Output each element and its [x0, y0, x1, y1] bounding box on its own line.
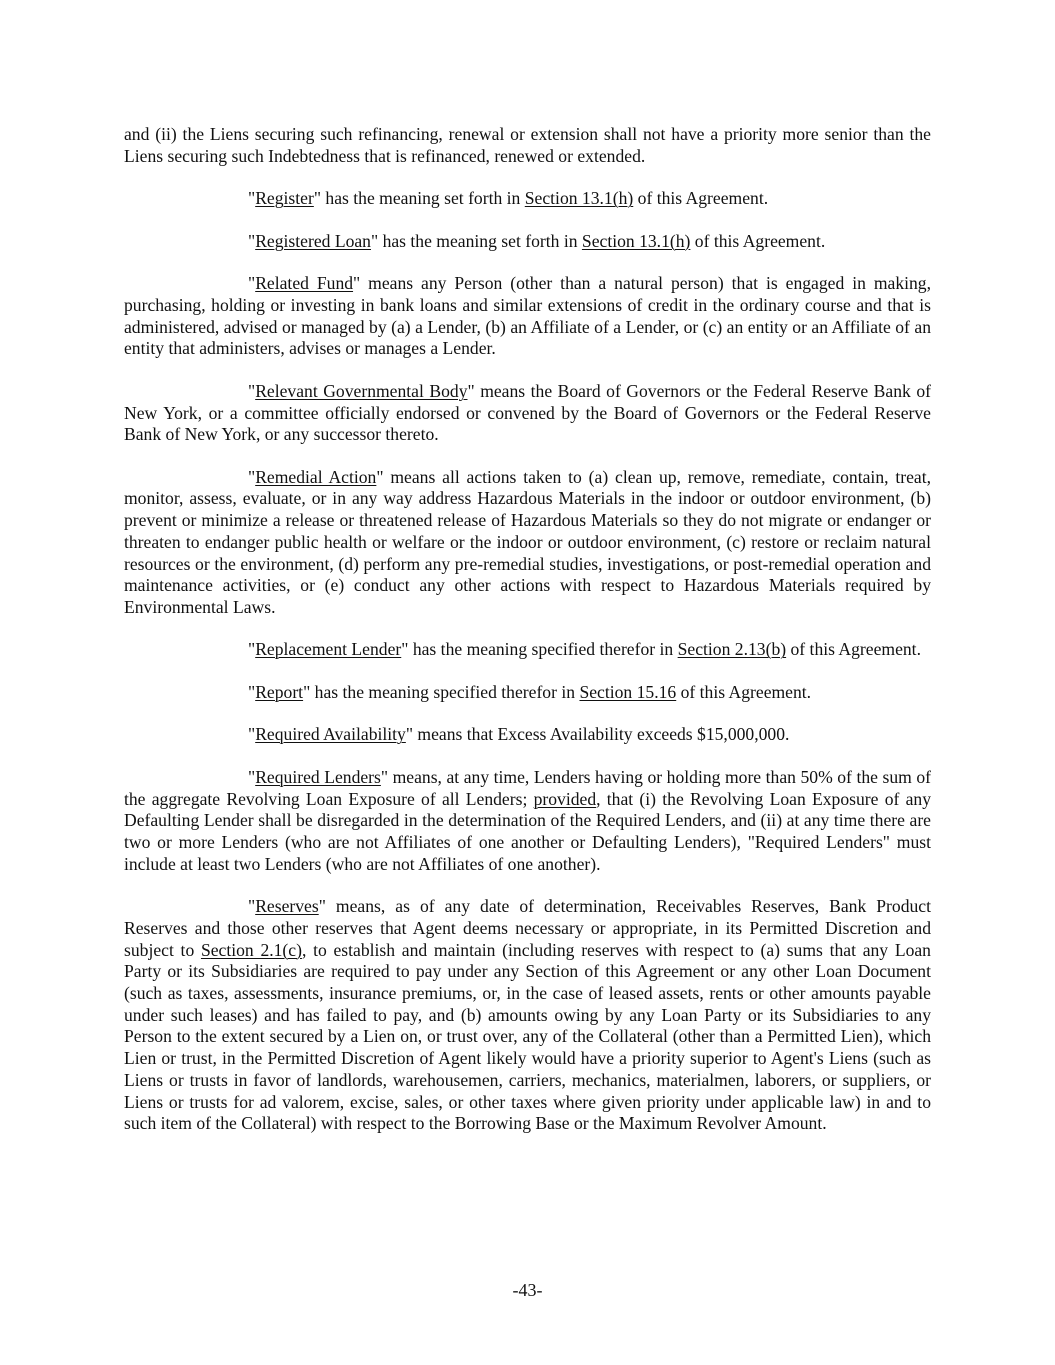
definition-remedial-action: "Remedial Action" means all actions taken to (a) clean up, remove, remediate, contain, treat, monitor, assess, evaluate, or in any way address Hazardous Materials in the indoor or outdoor environment, (b) prevent or minimize a release or threatened release of Hazardous Materials so they do not migrate or endanger or threaten to endanger public health or welfare or the indoor or outdoor environment, (c) restore or reclaim natural resources or the environment, (d) perform any pre-remedial studies, investigations, or post-remedial operation and maintenance activities, or (e) conduct any other actions with respect to Hazardous Materials required by Environmental Laws.: [124, 466, 931, 617]
definition-required-availability: "Required Availability" means that Excess Availability exceeds $15,000,000.: [248, 724, 790, 745]
defined-term: Relevant Governmental Body: [255, 380, 468, 401]
definition-register: "Register" has the meaning set forth in Section 13.1(h) of this Agreement.: [248, 188, 769, 209]
definition-replacement-lender: "Replacement Lender" has the meaning specified therefor in Section 2.13(b) of this Agreement.: [248, 639, 921, 660]
section-reference: Section 15.16: [579, 681, 677, 702]
defined-term: Replacement Lender: [255, 639, 402, 660]
provided-term: provided: [533, 788, 597, 809]
section-reference: Section 2.13(b): [677, 639, 787, 660]
defined-term: Registered Loan: [255, 230, 371, 251]
definition-required-lenders: "Required Lenders" means, at any time, Lenders having or holding more than 50% of the sum of the aggregate Revolving Loan Exposure of all Lenders; provided, that (i) the Revolving Loan Exposure of any Defaulting Lender shall be disregarded in the determination of the Required Lenders, and (ii) at any time there are two or more Lenders (who are not Affiliates of one another or Defaulting Lenders), "Required Lenders" must include at least two Lenders (who are not Affiliates of one another).: [124, 766, 932, 874]
defined-term: Required Lenders: [255, 766, 381, 787]
continuation-paragraph: and (ii) the Liens securing such refinancing, renewal or extension shall not have a priority more senior than the Liens securing such Indebtedness that is refinanced, renewed or extended.: [124, 124, 931, 166]
definition-report: "Report" has the meaning specified therefor in Section 15.16 of this Agreement.: [248, 681, 812, 702]
defined-term: Required Availability: [255, 724, 406, 745]
defined-term: Remedial Action: [255, 466, 377, 487]
defined-term: Related Fund: [255, 273, 354, 294]
section-reference: Section 2.1(c): [200, 939, 302, 960]
section-reference: Section 13.1(h): [524, 188, 634, 209]
page-number: -43-: [512, 1280, 543, 1300]
defined-term: Register: [255, 188, 314, 209]
definition-relevant-governmental-body: "Relevant Governmental Body" means the Board of Governors or the Federal Reserve Bank of New York, or a committee officially endorsed or convened by the Board of Governors or the Federal Reserve Bank of New York, or any successor thereto.: [124, 380, 931, 445]
section-reference: Section 13.1(h): [581, 230, 691, 251]
defined-term: Reserves: [255, 896, 319, 917]
defined-term: Report: [255, 681, 304, 702]
definition-registered-loan: "Registered Loan" has the meaning set forth in Section 13.1(h) of this Agreement.: [248, 230, 826, 251]
document-page: [124, 124, 931, 1156]
definition-reserves: "Reserves" means, as of any date of determination, Receivables Reserves, Bank Product Reserves and those other reserves that Agent deems necessary or appropriate, in its Permitted Discretion and subject to Section 2.1(c), to establish and maintain (including reserves with respect to (a) sums that any Loan Party or its Subsidiaries are required to pay under any Section of this Agreement or any other Loan Document (such as taxes, assessments, insurance premiums, or, in the case of leased assets, rents or other amounts payable under such leases) and has failed to pay, and (b) amounts owing by any Loan Party or its Subsidiaries to any Person to the extent secured by a Lien on, or trust over, any of the Collateral (other than a Permitted Lien), which Lien or trust, in the Permitted Discretion of Agent likely would have a priority superior to Agent's Liens (such as Liens or trusts in favor of landlords, warehousemen, carriers, mechanics, materialmen, laborers, or suppliers, or Liens or trusts for ad valorem, excise, sales, or other taxes where given priority under applicable law) in and to such item of the Collateral) with respect to the Borrowing Base or the Maximum Revolver Amount.: [124, 896, 931, 1134]
definition-related-fund: "Related Fund" means any Person (other than a natural person) that is engaged in making, purchasing, holding or investing in bank loans and similar extensions of credit in the ordinary course and that is administered, advised or managed by (a) a Lender, (b) an Affiliate of a Lender, or (c) an entity or an Affiliate of an entity that administers, advises or manages a Lender.: [124, 273, 931, 359]
